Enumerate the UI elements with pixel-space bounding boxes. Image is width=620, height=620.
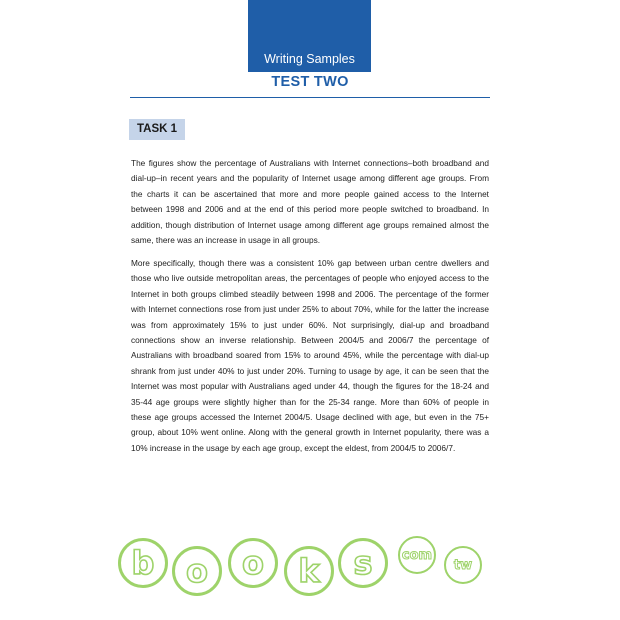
watermark-letter-o1: o: [172, 546, 222, 596]
watermark-tw: tw: [444, 546, 482, 584]
task-label: TASK 1: [129, 119, 185, 140]
watermark-letter-o2: o: [228, 538, 278, 588]
watermark-letter-s: s: [338, 538, 388, 588]
header-band: [248, 0, 371, 72]
paragraph-details: More specifically, though there was a consistent 10% gap between urban centre dwellers and those who live outside metropolitan areas, the percentages of people who enjoyed access to the Internet in both groups climbed steadily between 1998 and 2006. The percentage of the former with Internet connections rose from just under 25% to about 70%, while for the latter the increase was from approximately 15% to just under 60%. Not surprisingly, dial-up and broadband connections show an inverse relationship. Between 2004/5 and 2006/7 the percentage of Australians with broadband soared from 15% to around 45%, while the percentage with dial-up shrank from just under 40% to just under 20%. Turning to usage by age, it can be seen that the Internet was most popular with Australians aged under 44, though the figures for the 18-24 and 35-44 age groups were slightly higher than for the 25-34 range. More than 60% of people in these age groups accessed the Internet 2004/5. Usage declined with age, but even in the 75+ group, about 10% went online. Along with the general growth in Internet popularity, there was a 10% increase in the usage by each age group, except the eldest, from 2004/5 to 2006/7.: [131, 258, 489, 453]
watermark-logo: [110, 524, 520, 604]
paragraph-intro: The figures show the percentage of Australians with Internet connections–both broadband and dial-up–in recent years and the popularity of Internet usage among different age groups. From the charts it can be ascertained that more and more people gained access to the Internet between 1998 and 2006 and at the end of this period more people switched to broadband. In addition, though distribution of Internet usage among different age groups remained almost the same, there was an increase in usage in all groups.: [131, 158, 489, 246]
section-title: Writing Samples: [264, 52, 355, 66]
watermark-com: com: [398, 536, 436, 574]
header-divider: [130, 97, 490, 98]
watermark-letter-k: k: [284, 546, 334, 596]
page-title: TEST TWO: [271, 74, 349, 90]
watermark-letter-b: b: [118, 538, 168, 588]
